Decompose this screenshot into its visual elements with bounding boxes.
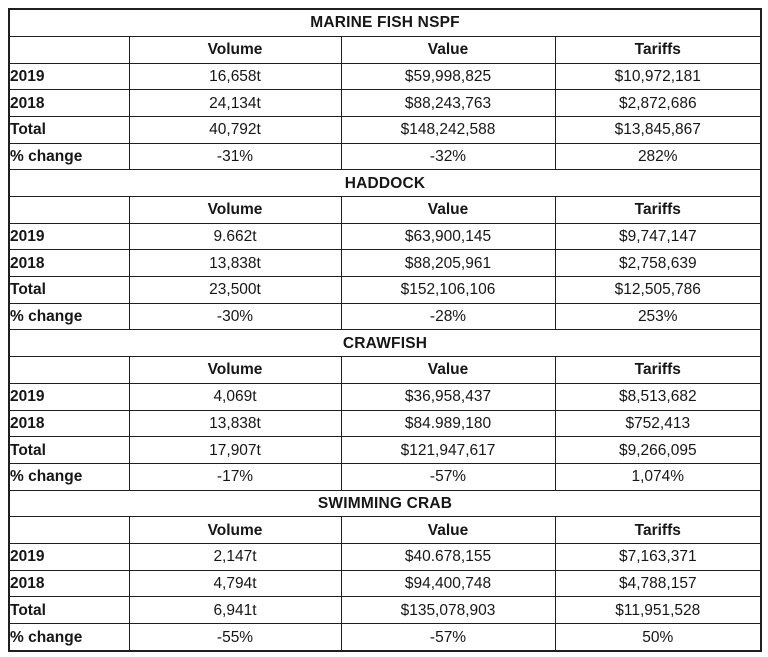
value-cell: $40.678,155 — [341, 543, 555, 570]
tariffs-cell: $10,972,181 — [555, 63, 761, 90]
volume-cell: 4,794t — [129, 570, 341, 597]
tariffs-cell: $2,758,639 — [555, 250, 761, 277]
section-title: SWIMMING CRAB — [9, 490, 761, 517]
value-cell: $135,078,903 — [341, 597, 555, 624]
section-header-row — [9, 197, 761, 224]
table-row — [9, 410, 761, 437]
section-title: HADDOCK — [9, 170, 761, 197]
column-header-tariffs: Tariffs — [555, 357, 761, 384]
volume-cell: -31% — [129, 143, 341, 170]
volume-cell: 17,907t — [129, 437, 341, 464]
tariffs-cell: $8,513,682 — [555, 383, 761, 410]
table-row — [9, 570, 761, 597]
value-cell: $152,106,106 — [341, 277, 555, 304]
row-label: 2018 — [9, 90, 129, 117]
tariffs-cell: $11,951,528 — [555, 597, 761, 624]
tariffs-cell: $9,266,095 — [555, 437, 761, 464]
column-header-tariffs: Tariffs — [555, 36, 761, 63]
table-row — [9, 277, 761, 304]
row-label: 2019 — [9, 63, 129, 90]
value-cell: -57% — [341, 624, 555, 651]
value-cell: $148,242,588 — [341, 116, 555, 143]
table-row — [9, 143, 761, 170]
column-header-volume: Volume — [129, 36, 341, 63]
header-empty-cell — [9, 517, 129, 544]
tariffs-cell: 253% — [555, 303, 761, 330]
tariff-report-table — [8, 8, 762, 652]
value-cell: -57% — [341, 463, 555, 490]
tariffs-cell: 1,074% — [555, 463, 761, 490]
column-header-value: Value — [341, 357, 555, 384]
section-title-row — [9, 170, 761, 197]
value-cell: -32% — [341, 143, 555, 170]
volume-cell: -30% — [129, 303, 341, 330]
table-row — [9, 463, 761, 490]
column-header-value: Value — [341, 517, 555, 544]
column-header-volume: Volume — [129, 197, 341, 224]
section-title: CRAWFISH — [9, 330, 761, 357]
row-label: 2019 — [9, 383, 129, 410]
table-row — [9, 624, 761, 651]
table-row — [9, 543, 761, 570]
table-row — [9, 223, 761, 250]
table-row — [9, 597, 761, 624]
row-label: Total — [9, 277, 129, 304]
report-table-body — [9, 9, 761, 651]
column-header-volume: Volume — [129, 357, 341, 384]
row-label: 2018 — [9, 250, 129, 277]
row-label: 2019 — [9, 543, 129, 570]
volume-cell: 40,792t — [129, 116, 341, 143]
volume-cell: 13,838t — [129, 410, 341, 437]
volume-cell: 2,147t — [129, 543, 341, 570]
section-header-row — [9, 517, 761, 544]
column-header-value: Value — [341, 197, 555, 224]
tariffs-cell: $12,505,786 — [555, 277, 761, 304]
header-empty-cell — [9, 197, 129, 224]
tariffs-cell: $4,788,157 — [555, 570, 761, 597]
section-header-row — [9, 36, 761, 63]
value-cell: $84.989,180 — [341, 410, 555, 437]
column-header-tariffs: Tariffs — [555, 517, 761, 544]
table-row — [9, 90, 761, 117]
section-title-row — [9, 330, 761, 357]
tariffs-cell: $9,747,147 — [555, 223, 761, 250]
header-empty-cell — [9, 357, 129, 384]
tariffs-cell: $7,163,371 — [555, 543, 761, 570]
section-title: MARINE FISH NSPF — [9, 9, 761, 36]
table-row — [9, 250, 761, 277]
row-label: Total — [9, 437, 129, 464]
row-label: 2018 — [9, 570, 129, 597]
row-label: Total — [9, 116, 129, 143]
row-label: % change — [9, 624, 129, 651]
volume-cell: 13,838t — [129, 250, 341, 277]
tariffs-cell: 50% — [555, 624, 761, 651]
section-title-row — [9, 490, 761, 517]
volume-cell: -55% — [129, 624, 341, 651]
volume-cell: 9.662t — [129, 223, 341, 250]
row-label: 2018 — [9, 410, 129, 437]
row-label: % change — [9, 303, 129, 330]
section-header-row — [9, 357, 761, 384]
row-label: 2019 — [9, 223, 129, 250]
row-label: % change — [9, 463, 129, 490]
tariffs-cell: $2,872,686 — [555, 90, 761, 117]
header-empty-cell — [9, 36, 129, 63]
tariffs-cell: $13,845,867 — [555, 116, 761, 143]
table-row — [9, 63, 761, 90]
value-cell: $88,243,763 — [341, 90, 555, 117]
value-cell: -28% — [341, 303, 555, 330]
table-row — [9, 303, 761, 330]
volume-cell: 16,658t — [129, 63, 341, 90]
tariffs-cell: $752,413 — [555, 410, 761, 437]
value-cell: $59,998,825 — [341, 63, 555, 90]
table-row — [9, 383, 761, 410]
volume-cell: -17% — [129, 463, 341, 490]
column-header-value: Value — [341, 36, 555, 63]
volume-cell: 4,069t — [129, 383, 341, 410]
table-row — [9, 116, 761, 143]
volume-cell: 24,134t — [129, 90, 341, 117]
tariffs-cell: 282% — [555, 143, 761, 170]
value-cell: $36,958,437 — [341, 383, 555, 410]
value-cell: $88,205,961 — [341, 250, 555, 277]
value-cell: $94,400,748 — [341, 570, 555, 597]
value-cell: $63,900,145 — [341, 223, 555, 250]
table-row — [9, 437, 761, 464]
row-label: % change — [9, 143, 129, 170]
volume-cell: 6,941t — [129, 597, 341, 624]
column-header-volume: Volume — [129, 517, 341, 544]
value-cell: $121,947,617 — [341, 437, 555, 464]
section-title-row — [9, 9, 761, 36]
volume-cell: 23,500t — [129, 277, 341, 304]
row-label: Total — [9, 597, 129, 624]
column-header-tariffs: Tariffs — [555, 197, 761, 224]
